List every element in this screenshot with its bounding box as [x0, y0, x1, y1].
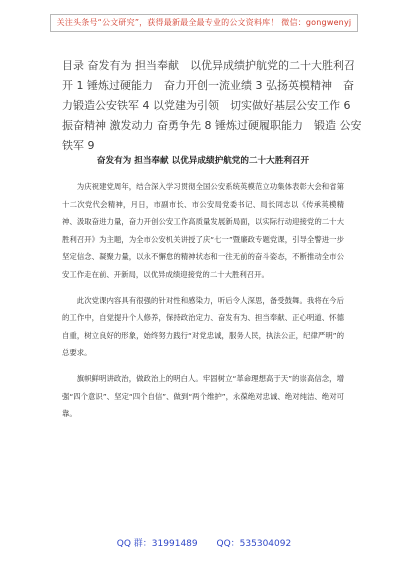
- footer-contact: [0, 536, 408, 549]
- paragraph-3: 旗帜鲜明讲政治，做政治上的明白人。牢固树立“革命理想高于天”的崇高信念，增强“四个意识”、坚定“四个自信”、做到“两个维护”，永葆绝对忠诚、绝对纯洁、绝对可靠。: [62, 373, 344, 419]
- article-body: [62, 178, 344, 431]
- header-banner: [0, 10, 408, 32]
- paragraph-2: 此次党课内容具有很强的针对性和感染力，听后令人深思，备受鼓舞。我将在今后的工作中，自觉提升个人修养，保持政治定力、奋发有为、担当奉献、正心明道、怀德自重，树立良好的形象，始终努力践行“对党忠诚，服务人民，执法公正，纪律严明”的总要求。: [62, 295, 344, 358]
- footer-qq-group: QQ 群：31991489: [116, 539, 198, 549]
- table-of-contents: 目录 奋发有为 担当奉献 以优异成绩护航党的二十大胜利召开 1 锤炼过硬能力 奋力开创一流业绩 3 弘扬英模精神 奋力锻造公安铁军 4 以党建为引领 切实做好基层公安工作 6 振奋精神 激发动力 奋勇争先 8 锤炼过硬履职能力 锻造 公安铁军 9: [62, 59, 362, 152]
- paragraph-1: 为庆祝建党周年，结合深入学习贯彻全国公安系统英模范立功集体表彰大会和省第十二次党代会精神，月日，市副市长、市公安局党委书记、局长同志以《传承英模精神、汲取奋进力量，奋力开创公安工作高质量发展新局面，以实际行动迎接党的二十大胜利召开》为主题，为全市公安机关讲授了庆“七一”暨廉政专题党课，引导全警进一步坚定信念、凝聚力量，以永不懈怠的精神状态和一往无前的奋斗姿态，不断推动全市公安工作走在前、开新局，以优异成绩迎接党的二十大胜利召开。: [62, 182, 344, 279]
- article-title: 奋发有为 担当奉献 以优异成绩护航党的二十大胜利召开: [96, 156, 310, 166]
- footer-qq: QQ：535304092: [216, 539, 292, 549]
- banner-text: 关注头条号“公文研究”，获得最新最全最专业的公文资料库！ 微信：gongwenyj: [50, 14, 359, 32]
